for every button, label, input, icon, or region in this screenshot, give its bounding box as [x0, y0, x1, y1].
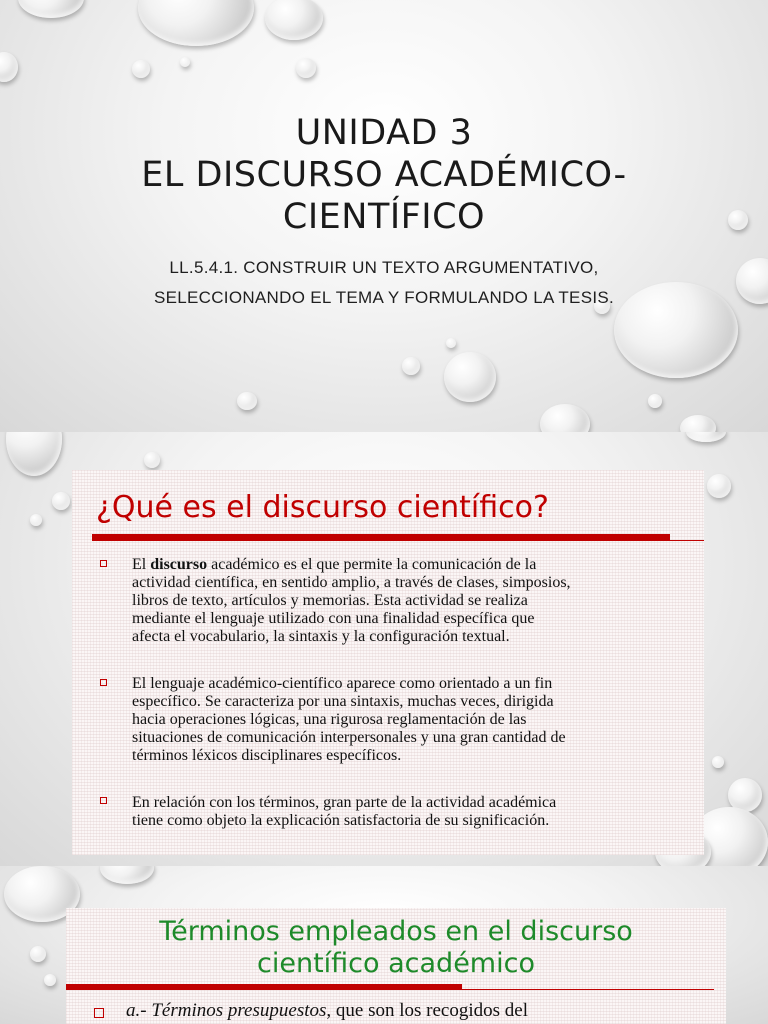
slide-subtitle	[0, 253, 768, 313]
text-line: libros de texto, artículos y memorias. Esta actividad se realiza	[132, 592, 528, 609]
bullet-square-icon	[94, 1008, 104, 1018]
water-drop	[180, 57, 190, 67]
subtitle-line: SELECCIONANDO EL TEMA Y FORMULANDO LA TESIS.	[153, 288, 615, 307]
water-drop	[30, 946, 46, 962]
paragraph	[132, 794, 692, 830]
water-drop	[446, 338, 456, 348]
heading-rule	[92, 540, 704, 541]
text-run: , que son los recogidos del	[326, 1000, 528, 1021]
water-drop	[144, 452, 160, 468]
title-line: UNIDAD 3	[295, 113, 473, 153]
paragraph	[132, 675, 692, 765]
bold-term: discurso	[150, 556, 208, 573]
paragraph	[132, 556, 692, 646]
water-drop	[6, 432, 62, 476]
text-line: términos léxicos disciplinares específicos.	[132, 747, 402, 764]
title-slide	[0, 0, 768, 432]
subtitle-line: LL.5.4.1. CONSTRUIR UN TEXTO ARGUMENTATIVO,	[169, 258, 599, 277]
water-drop	[30, 514, 42, 526]
water-drop	[138, 0, 254, 46]
water-drop	[402, 357, 420, 375]
water-drop	[648, 394, 662, 408]
water-drop	[0, 52, 18, 82]
content-image	[66, 908, 726, 1024]
text-line: hacia operaciones lógicas, una rigurosa reglamentación de las	[132, 711, 527, 728]
text-line: específico. Se caracteriza por una sintaxis, muchas veces, dirigida	[132, 693, 554, 710]
title-line: CIENTÍFICO	[282, 197, 486, 237]
text-line: situaciones de comunicación interpersonales y una gran cantidad de	[132, 729, 566, 746]
text-run: académico es el que permite la comunicación de la	[207, 556, 537, 573]
water-drop	[44, 974, 56, 986]
water-drop	[296, 58, 316, 78]
heading-line: Términos empleados en el discurso	[159, 916, 633, 947]
italic-term: a.- Términos presupuestos	[126, 1000, 327, 1021]
water-drop	[707, 474, 731, 498]
text-line: En relación con los términos, gran parte de la actividad académica	[132, 794, 557, 811]
slide-heading: ¿Qué es el discurso científico?	[96, 490, 549, 525]
text-run: El	[132, 556, 151, 573]
bullet-square-icon	[100, 560, 107, 567]
partial-paragraph	[126, 1000, 528, 1022]
text-line: afecta el vocabulario, la sintaxis y la configuración textual.	[132, 628, 510, 645]
water-drop	[540, 404, 590, 432]
title-line: EL DISCURSO ACADÉMICO-	[141, 155, 627, 195]
water-drop	[265, 0, 323, 40]
text-line: mediante el lenguaje utilizado con una finalidad específica que	[132, 610, 535, 627]
water-drop	[444, 352, 496, 402]
heading-rule	[66, 989, 714, 990]
water-drop	[237, 392, 257, 410]
slide-title	[0, 112, 768, 238]
heading-line: científico académico	[257, 948, 535, 979]
text-line: tiene como objeto la explicación satisfactoria de su significación.	[132, 812, 550, 829]
water-drop	[100, 866, 154, 884]
water-drop	[132, 60, 150, 78]
bullet-square-icon	[100, 679, 107, 686]
water-drop	[712, 756, 724, 768]
water-drop	[52, 492, 70, 510]
content-image	[72, 470, 704, 855]
slide-heading	[66, 916, 726, 980]
water-drop	[686, 432, 726, 442]
water-drop	[18, 0, 84, 18]
water-drop	[680, 415, 716, 432]
text-line: El lenguaje académico-científico aparece como orientado a un fin	[132, 675, 553, 692]
bullet-square-icon	[100, 797, 107, 804]
text-line: actividad científica, en sentido amplio, a través de clases, simposios,	[132, 574, 571, 591]
